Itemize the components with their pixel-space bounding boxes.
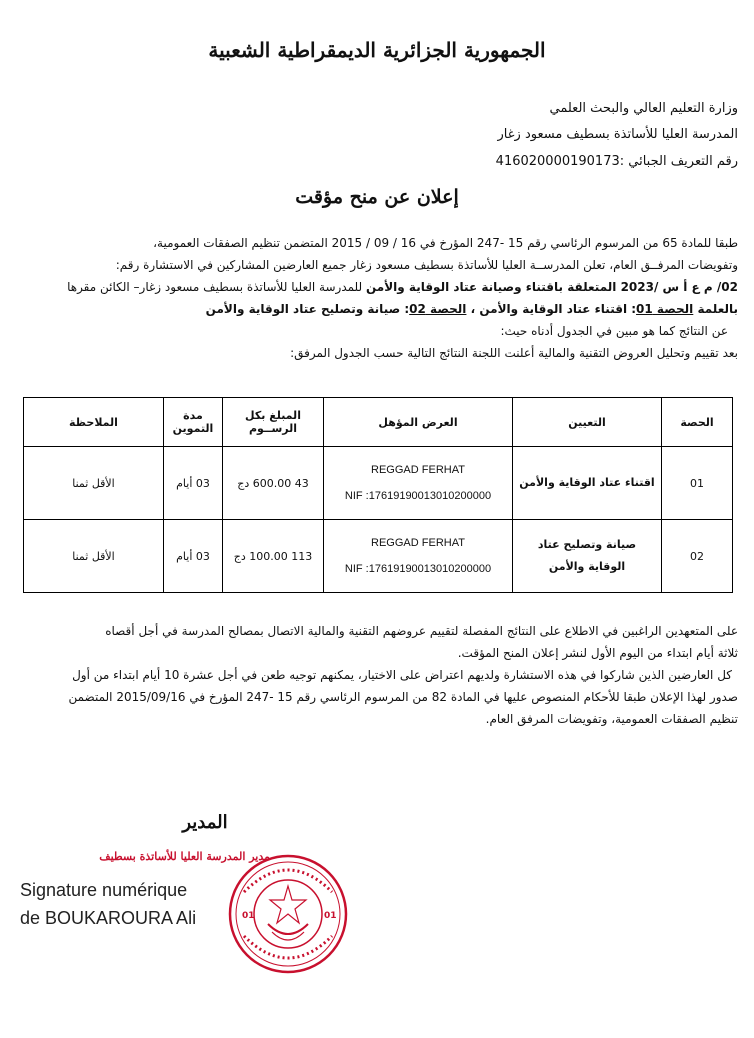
cell-amount: 113 100.00 دج — [223, 520, 324, 593]
closing-line-2: ثلاثة أيام ابتداء من اليوم الأول لنشر إعلان المنح المؤقت. — [457, 646, 738, 660]
svg-text:01: 01 — [324, 911, 337, 921]
cell-duration: 03 أيام — [164, 447, 223, 520]
cell-remark: الأقل ثمنا — [24, 447, 164, 520]
ministry-name: وزارة التعليم العالي والبحث العلمي — [549, 101, 738, 116]
table-row — [24, 447, 733, 520]
cell-amount: 43 600.00 دج — [223, 447, 324, 520]
cell-offer — [324, 520, 513, 593]
header-lot: الحصة — [662, 398, 733, 447]
offer-name: REGGAD FERHAT — [371, 464, 465, 476]
lot-location: بالعلمة — [693, 302, 738, 316]
tax-id-label: رقم التعريف الجبائي : — [619, 154, 738, 169]
intro-line-3 — [16, 276, 738, 298]
closing-line-5: تنظيم الصفقات العمومية، وتفويضات المرفق العام. — [485, 712, 738, 726]
announcement-title: إعلان عن منح مؤقت — [295, 186, 459, 208]
intro-paragraph — [16, 232, 738, 364]
cell-duration: 03 أيام — [164, 520, 223, 593]
table-header-row — [24, 398, 733, 447]
offer-nif: NIF :17619190013010200000 — [344, 563, 492, 575]
cell-designation: صيانة وتصليح عتاد الوقاية والأمن — [513, 520, 662, 593]
director-role: مدير المدرسة العليا للأساتذة بسطيف — [99, 850, 270, 863]
table-row — [24, 520, 733, 593]
lot-1-text: : اقتناء عتاد الوقاية والأمن ، — [466, 302, 637, 316]
header-amount: المبلغ بكل الرســوم — [223, 398, 324, 447]
svg-text:01: 01 — [242, 911, 255, 921]
closing-line-3: كل العارضين الذين شاركوا في هذه الاستشارة ولديهم اعتراض على الاختيار، يمكنهم توجيه طعن في أجل عشرة 10 أيام ابتداء من أول — [72, 668, 732, 682]
director-title: المدير — [182, 812, 228, 833]
intro-line-2: وتفويضات المرفــق العام، تعلن المدرســة العليا للأساتذة بسطيف مسعود زغار جميع العارضين المشاركين في الاستشارة رقم: — [115, 258, 738, 272]
tax-id-line — [318, 153, 738, 171]
offer-nif: NIF :17619190013010200000 — [344, 490, 492, 502]
school-name: المدرسة العليا للأساتذة بسطيف مسعود زغار — [497, 127, 738, 142]
cell-designation: اقتناء عتاد الوقاية والأمن — [513, 447, 662, 520]
offer-name: REGGAD FERHAT — [371, 537, 465, 549]
cell-remark: الأقل ثمنا — [24, 520, 164, 593]
republic-heading: الجمهورية الجزائرية الديمقراطية الشعبية — [208, 38, 546, 62]
closing-line-1: على المتعهدين الراغبين في الاطلاع على النتائج المفصلة لتقييم عروضهم التقنية والمالية الاتصال بمصالح المدرسة في أجل أقصاه — [105, 624, 738, 638]
header-designation: التعيين — [513, 398, 662, 447]
official-stamp — [226, 852, 350, 976]
header-offer: العرض المؤهل — [324, 398, 513, 447]
results-table — [23, 397, 733, 593]
consultation-ref: 02/ م ع أ س /2023 — [620, 280, 738, 294]
intro-line-3-rest: للمدرسة العليا للأساتذة بسطيف مسعود زغار– الكائن مقرها — [67, 280, 366, 294]
header-remark: الملاحظة — [24, 398, 164, 447]
signature-line-2: de BOUKAROURA Ali — [20, 908, 197, 928]
consultation-subject: المتعلقة باقتناء وصيانة عتاد الوقاية والأمن — [366, 280, 621, 294]
lot-1-label: الحصة 01 — [636, 302, 694, 316]
lot-2-text: : صيانة وتصليح عتاد الوقاية والأمن — [205, 302, 410, 316]
intro-line-1: طبقا للمادة 65 من المرسوم الرئاسي رقم 15 -247 المؤرخ في 16 / 09 / 2015 المتضمن تنظيم الصفقات العمومية، — [153, 236, 738, 250]
cell-offer — [324, 447, 513, 520]
closing-line-4: صدور لهذا الإعلان طبقا للأحكام المنصوص عليها في المادة 82 من المرسوم الرئاسي رقم 15 -247 المؤرخ في 2015/09/16 المتضمن — [68, 690, 738, 704]
lot-2-label: الحصة 02 — [409, 302, 467, 316]
intro-line-6: بعد تقييم وتحليل العروض التقنية والمالية أعلنت اللجنة النتائج التالية حسب الجدول المرفق: — [290, 346, 738, 360]
header-duration: مدة التموين — [164, 398, 223, 447]
intro-line-4 — [16, 298, 738, 320]
cell-lot: 02 — [662, 520, 733, 593]
signature-line-1: Signature numérique — [20, 880, 188, 900]
tax-id-value: 416020000190173 — [495, 154, 620, 169]
intro-line-5: عن النتائج كما هو مبين في الجدول أدناه حيث: — [500, 324, 728, 338]
cell-lot: 01 — [662, 447, 733, 520]
closing-paragraph — [16, 620, 738, 730]
digital-signature — [20, 876, 260, 932]
